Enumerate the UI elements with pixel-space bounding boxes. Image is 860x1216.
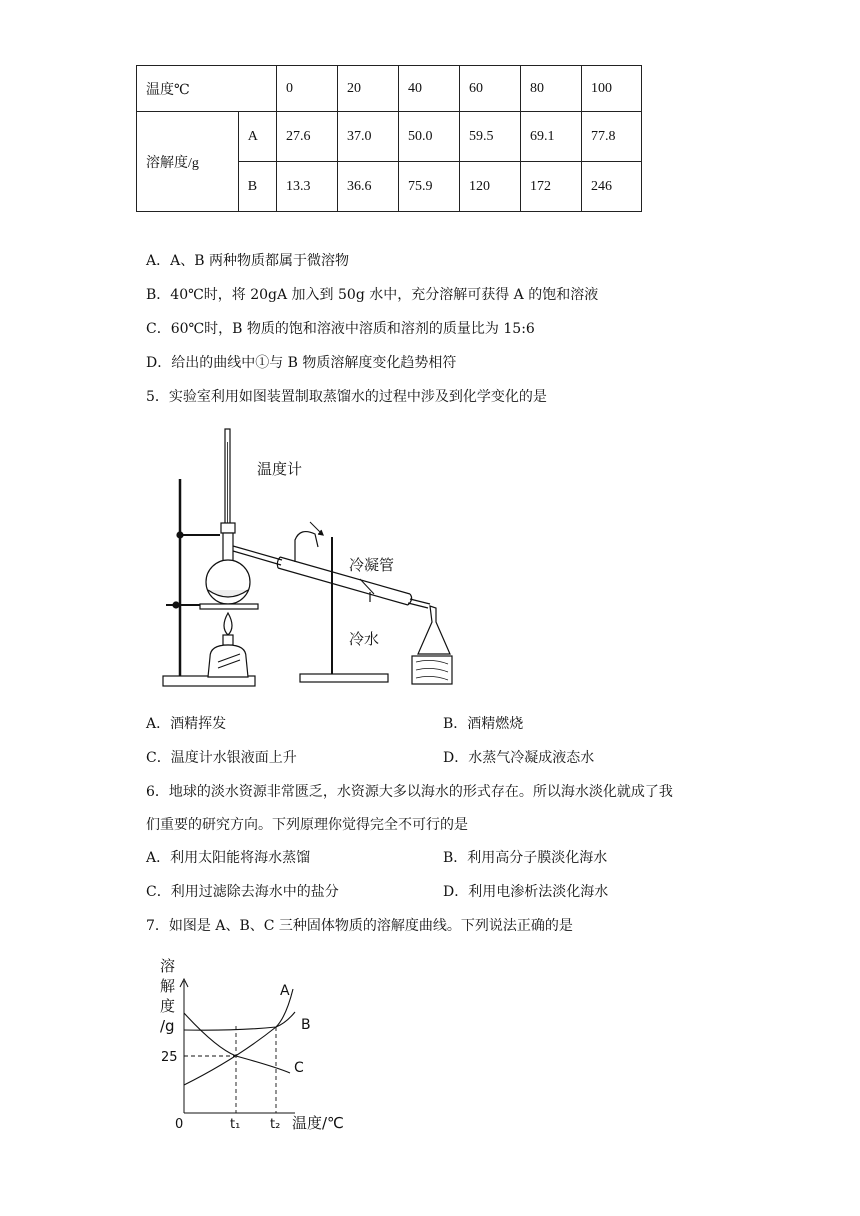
temp-cell: 60 (460, 66, 521, 112)
condenser-label: 冷凝管 (349, 556, 395, 574)
y-axis-label-char: 溶 (160, 957, 176, 975)
value-cell: 120 (460, 162, 521, 212)
q5-option-b[interactable]: B．酒精燃烧 (443, 716, 524, 732)
distillation-apparatus-diagram (160, 422, 460, 692)
value-cell: 246 (582, 162, 642, 212)
q4-option-a[interactable]: A．A、B 两种物质都属于微溶物 (146, 253, 349, 269)
value-cell: 69.1 (521, 112, 582, 162)
row-name: A (238, 112, 276, 162)
value-cell: 13.3 (277, 162, 338, 212)
q4-option-c[interactable]: C．60℃时，B 物质的饱和溶液中溶质和溶剂的质量比为 15:6 (146, 321, 535, 337)
temp-cell: 40 (399, 66, 460, 112)
value-cell: 75.9 (399, 162, 460, 212)
value-cell: 27.6 (277, 112, 338, 162)
y-axis-label-char: 度 (160, 997, 176, 1015)
q4-option-b[interactable]: B．40℃时，将 20gA 加入到 50g 水中，充分溶解可获得 A 的饱和溶液 (146, 287, 599, 303)
q5-stem: 5．实验室利用如图装置制取蒸馏水的过程中涉及到化学变化的是 (146, 389, 547, 405)
table-row (137, 112, 642, 162)
curve-a (184, 989, 293, 1085)
q4-option-d[interactable]: D．给出的曲线中①与 B 物质溶解度变化趋势相符 (146, 355, 457, 371)
solubility-table (136, 65, 642, 212)
thermometer-label: 温度计 (257, 460, 303, 478)
q6-option-d[interactable]: D．利用电渗析法淡化海水 (443, 884, 609, 900)
erlenmeyer-flask (418, 606, 450, 654)
x-axis-label: 温度/℃ (292, 1114, 344, 1132)
flame (224, 613, 232, 635)
series-label-a: A (280, 983, 290, 999)
x-tick-label: t₂ (270, 1117, 281, 1132)
series-label-b: B (301, 1017, 311, 1033)
curve-c (184, 1013, 290, 1073)
q7-stem: 7．如图是 A、B、C 三种固体物质的溶解度曲线。下列说法正确的是 (146, 918, 573, 934)
q6-option-b[interactable]: B．利用高分子膜淡化海水 (443, 850, 608, 866)
q6-option-a[interactable]: A．利用太阳能将海水蒸馏 (146, 850, 311, 866)
curve-b (184, 1012, 295, 1030)
value-cell: 77.8 (582, 112, 642, 162)
x-tick-label: 0 (175, 1117, 184, 1132)
value-cell: 59.5 (460, 112, 521, 162)
temp-cell: 20 (338, 66, 399, 112)
q5-option-a[interactable]: A．酒精挥发 (146, 716, 227, 732)
y-axis-label-char: /g (160, 1017, 175, 1035)
y-axis-label-char: 解 (160, 977, 176, 995)
q6-stem-line2: 们重要的研究方向。下列原理你觉得完全不可行的是 (146, 817, 468, 833)
value-cell: 50.0 (399, 112, 460, 162)
alcohol-lamp (208, 645, 248, 677)
temp-header: 温度℃ (137, 66, 277, 112)
solubility-curve-chart (150, 955, 360, 1135)
q5-option-c[interactable]: C．温度计水银液面上升 (146, 750, 297, 766)
q5-option-d[interactable]: D．水蒸气冷凝成液态水 (443, 750, 595, 766)
value-cell: 172 (521, 162, 582, 212)
row-name: B (238, 162, 276, 212)
series-label-c: C (294, 1060, 304, 1076)
q6-stem-line1: 6．地球的淡水资源非常匮乏，水资源大多以海水的形式存在。所以海水淡化就成了我 (146, 784, 673, 800)
y-tick-label: 25 (161, 1050, 178, 1065)
temp-cell: 100 (582, 66, 642, 112)
value-cell: 37.0 (338, 112, 399, 162)
solubility-label: 溶解度/g (137, 112, 239, 212)
x-tick-label: t₁ (230, 1117, 241, 1132)
temp-cell: 0 (277, 66, 338, 112)
q6-option-c[interactable]: C．利用过滤除去海水中的盐分 (146, 884, 339, 900)
temp-cell: 80 (521, 66, 582, 112)
cold-water-label: 冷水 (349, 630, 380, 648)
table-row (137, 66, 642, 112)
value-cell: 36.6 (338, 162, 399, 212)
